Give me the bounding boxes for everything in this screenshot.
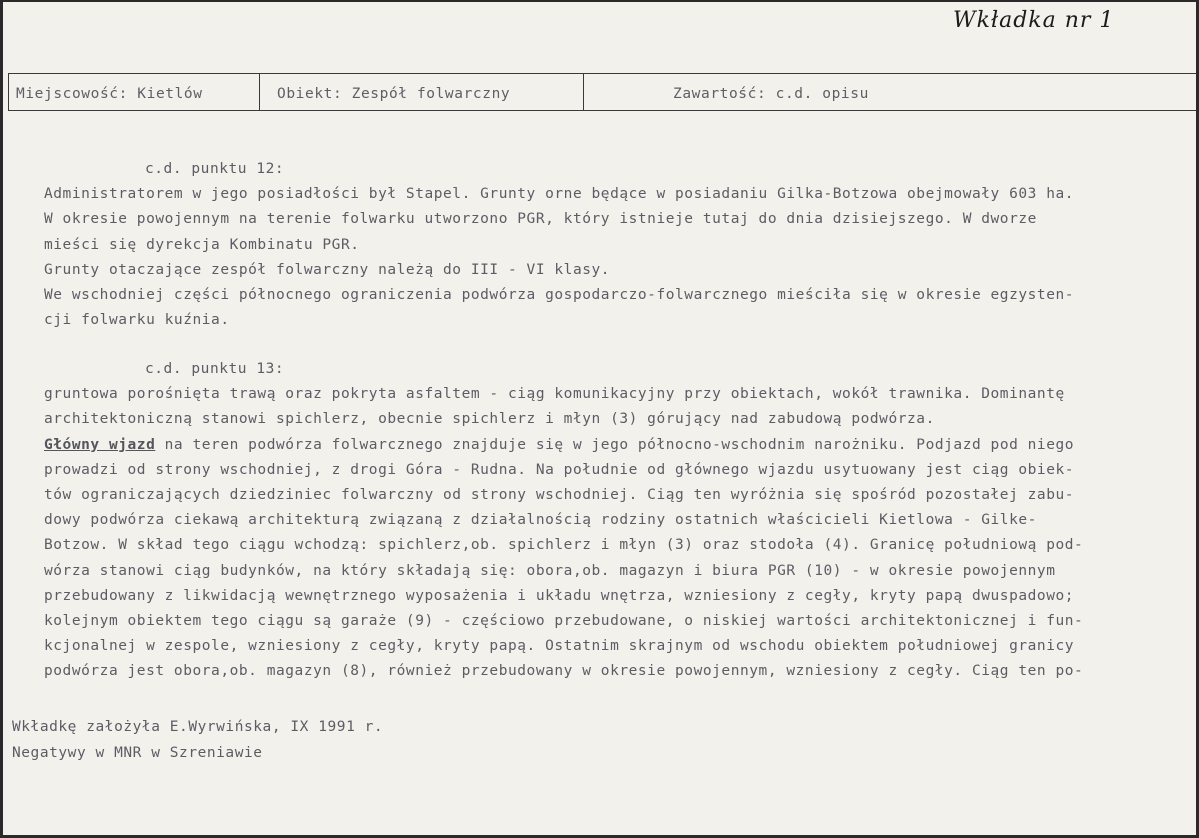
header-location: Miejscowość: Kietlów xyxy=(16,86,203,102)
section-13-line: podwórza jest obora,ob. magazyn (8), również przebudowany w okresie powojennym, wzniesiony z cegły. Ciąg ten po- xyxy=(44,663,1084,680)
handwritten-annotation: Wkładka nr 1 xyxy=(953,8,1115,33)
section-13-line: dowy podwórza ciekawą architekturą związaną z działalnością rodziny ostatnich właścicieli Kietlowa - Gilke- xyxy=(44,512,1037,529)
section-13-line: prowadzi od strony wschodniej, z drogi Góra - Rudna. Na południe od głównego wjazdu usytuowany jest ciąg obiek- xyxy=(44,461,1075,478)
header-divider-1 xyxy=(259,73,260,110)
section-13-line: wórza stanowi ciąg budynków, na który składają się: obora,ob. magazyn i biura PGR (10) - w okresie powojennym xyxy=(44,562,1056,579)
header-top-rule xyxy=(8,73,1196,74)
header-divider-2 xyxy=(583,73,584,110)
main-entrance-text: na teren podwórza folwarcznego znajduje się w jego północno-wschodnim narożniku. Podjazd pod niego xyxy=(155,436,1075,453)
section-12-line: Administratorem w jego posiadłości był Stapel. Grunty orne będące w posiadaniu Gilka-Botzowa obejmowały 603 ha. xyxy=(44,186,1075,203)
main-entrance-label: Główny wjazd xyxy=(44,436,156,453)
section-13-line: tów ograniczających dziedziniec folwarczny od strony wschodniej. Ciąg ten wyróżnia się spośród pozostałej zabu- xyxy=(44,486,1075,503)
section-13-line: gruntowa porośnięta trawą oraz pokryta asfaltem - ciąg komunikacyjny przy obiektach, wokół trawnika. Dominantę xyxy=(44,386,1065,403)
section-13-line: architektoniczną stanowi spichlerz, obecnie spichlerz i młyn (3) górujący nad zabudową podwórza. xyxy=(44,411,935,428)
left-edge xyxy=(0,0,3,838)
section-13-line: kolejnym obiektem tego ciągu są garaże (9) - częściowo przebudowane, o niskiej wartości architektonicznej i fun- xyxy=(44,612,1084,629)
section-13 xyxy=(44,357,1174,684)
top-edge xyxy=(0,0,1199,2)
header-content: Zawartość: c.d. opisu xyxy=(673,86,869,102)
section-12-line: cji folwarku kuźnia. xyxy=(44,312,230,329)
header-bottom-rule xyxy=(8,110,1196,111)
section-12-line: mieści się dyrekcja Kombinatu PGR. xyxy=(44,236,360,253)
section-12-line: W okresie powojennym na terenie folwarku utworzono PGR, który istnieje tutaj do dnia dzisiejszego. W dworze xyxy=(44,211,1037,228)
section-12-line: Grunty otaczające zespół folwarczny należą do III - VI klasy. xyxy=(44,261,611,278)
section-13-line: przebudowany z likwidacją wewnętrznego wyposażenia i układu wnętrza, wzniesiony z cegły, kryty papą dwuspadowo; xyxy=(44,587,1075,604)
section-13-line: Botzow. W skład tego ciągu wchodzą: spichlerz,ob. spichlerz i młyn (3) oraz stodoła (4). Granicę południową pod- xyxy=(44,537,1084,554)
footer-negatives: Negatywy w MNR w Szreniawie xyxy=(12,745,263,761)
section-12 xyxy=(44,157,1174,333)
section-12-heading: c.d. punktu 12: xyxy=(145,161,285,177)
header-object: Obiekt: Zespół folwarczny xyxy=(277,86,511,102)
section-13-heading: c.d. punktu 13: xyxy=(145,361,285,377)
section-12-line: We wschodniej części północnego ograniczenia podwórza gospodarczo-folwarcznego mieściła się w okresie egzysten- xyxy=(44,286,1075,303)
section-13-line xyxy=(44,433,1174,458)
section-13-line: kcjonalnej w zespole, wzniesiony z cegły, kryty papą. Ostatnim skrajnym od wschodu obiektem południowej granicy xyxy=(44,638,1075,655)
header-left-rule xyxy=(8,73,9,110)
footer-author: Wkładkę założyła E.Wyrwińska, IX 1991 r. xyxy=(12,719,384,735)
